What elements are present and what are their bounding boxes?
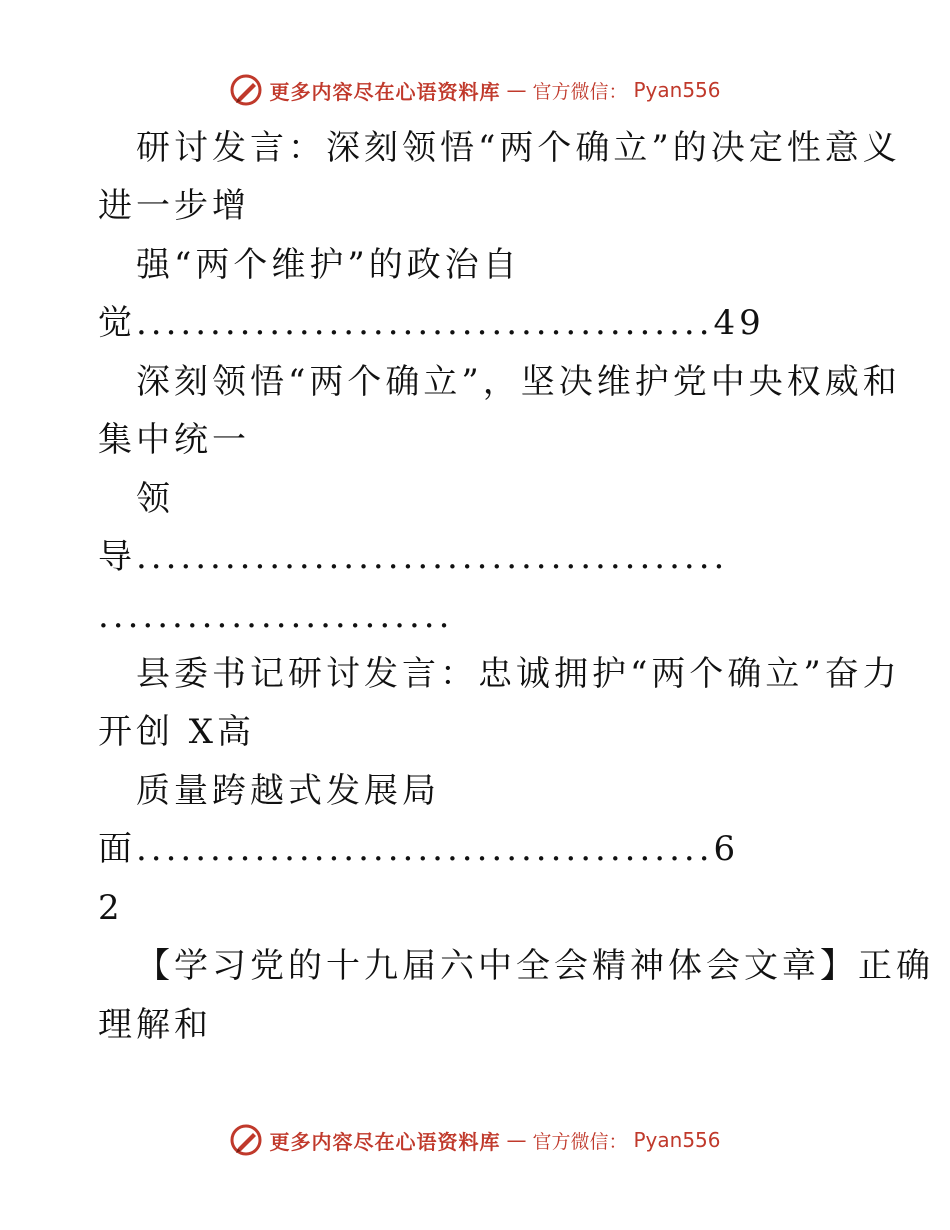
toc-line: 研讨发言：深刻领悟“两个确立”的决定性意义	[136, 128, 901, 168]
toc-line: 觉.......................................49	[98, 303, 765, 343]
toc-line: 导........................................	[98, 537, 729, 577]
toc-line: 面.......................................6	[98, 829, 740, 869]
toc-line: 质量跨越式发展局	[136, 771, 440, 811]
footer-wechat-label: 官方微信：	[532, 1130, 628, 1153]
pen-logo-icon	[229, 1123, 263, 1157]
footer-banner-separator: —	[506, 1128, 527, 1152]
toc-line: 强“两个维护”的政治自	[136, 245, 521, 285]
toc-line: 2	[98, 888, 124, 928]
header-banner	[0, 70, 950, 110]
header-wechat-id: Pyan556	[633, 78, 721, 102]
header-wechat-label: 官方微信：	[532, 80, 628, 103]
footer-banner-text: 更多内容尽在心语资料库	[269, 1129, 501, 1154]
header-banner-separator: —	[506, 78, 527, 102]
footer-wechat-id: Pyan556	[633, 1128, 721, 1152]
toc-line: 深刻领悟“两个确立”，坚决维护党中央权威和	[136, 362, 901, 402]
header-banner-text: 更多内容尽在心语资料库	[269, 79, 501, 104]
footer-banner	[0, 1120, 950, 1160]
toc-line: 【学习党的十九届六中全会精神体会文章】正确	[136, 946, 934, 986]
pen-logo-icon	[229, 73, 263, 107]
toc-line: 集中统一	[98, 420, 250, 460]
toc-line: 开创 X高	[98, 712, 256, 752]
toc-line: 县委书记研讨发言：忠诚拥护“两个确立”奋力	[136, 654, 901, 694]
toc-line: 进一步增	[98, 186, 250, 226]
toc-line: 理解和	[98, 1005, 212, 1045]
toc-line: 领	[136, 479, 174, 519]
toc-line: ........................	[98, 596, 454, 636]
